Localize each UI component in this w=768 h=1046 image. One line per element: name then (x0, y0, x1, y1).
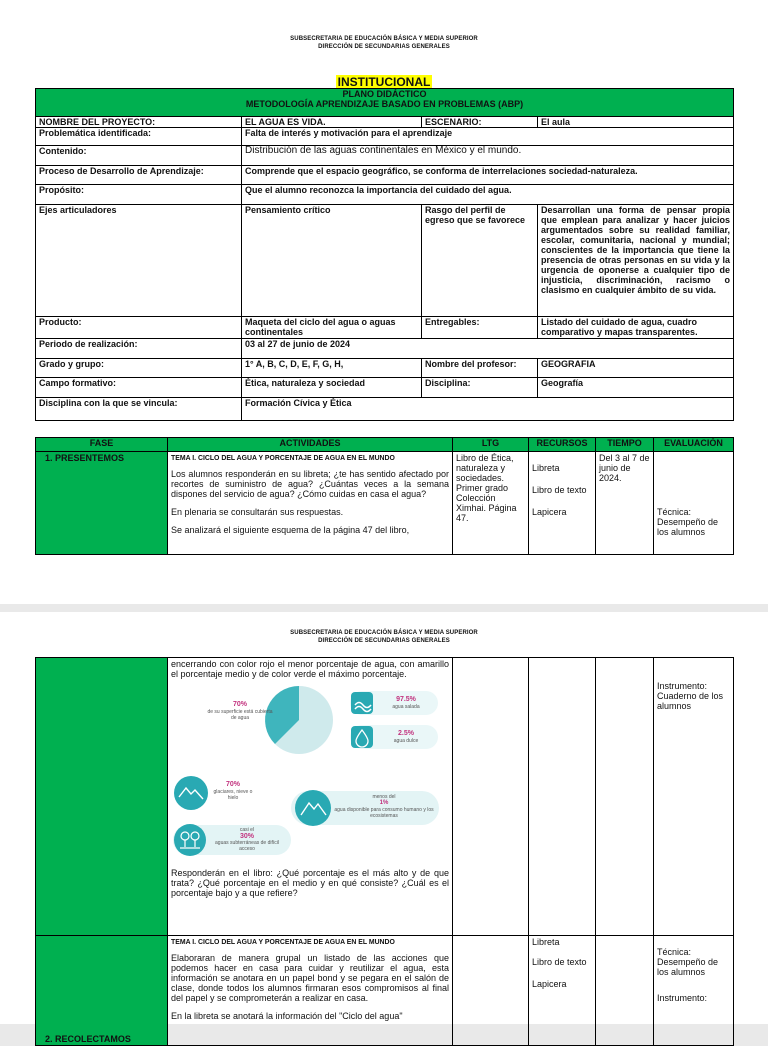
phase-1-evaluation (654, 452, 734, 555)
phase-2-resource-2: Libro de texto (532, 957, 587, 967)
institucional-label: INSTITUCIONAL (337, 75, 431, 89)
grado-label: Grado y grupo: (36, 359, 242, 378)
phases-table (35, 437, 734, 555)
producto-value: Maqueta del ciclo del agua o aguas continentales (242, 317, 422, 339)
phase-1-resource-2: Libro de texto (532, 485, 587, 495)
campo-label: Campo formativo: (36, 378, 242, 398)
phase-1-evaluation-continued (654, 658, 734, 936)
header-line-2: DIRECCIÓN DE SECUNDARIAS GENERALES (318, 44, 450, 50)
phase-1-resources (529, 452, 596, 555)
disciplina-label: Disciplina: (422, 378, 538, 398)
water-infographic (171, 685, 443, 860)
glacier-percent: 70% (225, 781, 240, 788)
vincula-value: Formación Cívica y Ética (242, 398, 734, 421)
contenido-label: Contenido: (36, 146, 242, 166)
problematica-label: Problemática identificada: (36, 128, 242, 146)
phase-1-paragraph-cont: encerrando con color rojo el menor porcentaje de agua, con amarillo el porcentaje medio y de color verde el máximo porcentaje. (171, 659, 449, 679)
plan-title-2: METODOLOGÍA APRENDIZAJE BASADO EN PROBLEMAS (ABP) (245, 99, 524, 109)
rasgo-label: Rasgo del perfil de egreso que se favorece (422, 205, 538, 317)
surface-stat (205, 701, 275, 721)
phase-1-resource-1: Libreta (532, 463, 560, 473)
entregables-value: Listado del cuidado de agua, cuadro comparativo y mapas transparentes. (538, 317, 734, 339)
pda-label: Proceso de Desarrollo de Aprendizaje: (36, 166, 242, 185)
phase-1-instrument: Instrumento: Cuaderno de los alumnos (657, 681, 724, 711)
phase-1-ltg-continued (453, 658, 529, 936)
phase-1-tema: TEMA I. CICLO DEL AGUA Y PORCENTAJE DE AGUA EN EL MUNDO (171, 453, 395, 462)
header-evaluacion: EVALUACIÓN (654, 438, 734, 452)
groundwater-percent: 30% (239, 833, 254, 840)
campo-value: Ética, naturaleza y sociedad (242, 378, 422, 398)
phase-2-time (596, 936, 654, 1046)
ejes-value: Pensamiento crítico (242, 205, 422, 317)
escenario-value: El aula (538, 117, 734, 128)
salt-water-percent: 97.5% (396, 696, 416, 703)
phase-1-paragraph-3: Se analizará el siguiente esquema de la página 47 del libro, (171, 525, 410, 535)
plan-title-1: PLANO DIDÁCTICO (342, 89, 427, 99)
header-tiempo: TIEMPO (596, 438, 654, 452)
pie-chart (265, 686, 333, 754)
header-line-1: SUBSECRETARIA DE EDUCACIÓN BÁSICA Y MEDIA SUPERIOR (290, 36, 478, 42)
surface-text: de su superficie está cubierta de agua (207, 709, 273, 721)
nombre-label: NOMBRE DEL PROYECTO: (36, 117, 242, 128)
vincula-label: Disciplina con la que se vincula: (36, 398, 242, 421)
phase-1-name: 1. PRESENTEMOS (45, 453, 125, 463)
surface-percent: 70% (232, 701, 247, 708)
phase-2-technique: Técnica: Desempeño de los alumnos (657, 947, 719, 977)
disciplina-value: Geografía (538, 378, 734, 398)
available-percent: 1% (379, 800, 389, 806)
phase-2-evaluation (654, 936, 734, 1046)
phase-1-activities (168, 452, 453, 555)
phase-2-paragraph-2: En la libreta se anotará la información del "Ciclo del agua" (171, 1011, 403, 1021)
header-ltg: LTG (453, 438, 529, 452)
available-pre: menos del (372, 794, 396, 800)
phase-1-ltg: Libro de Ética, naturaleza y sociedades. Primer grado Colección Ximhai. Página 47. (453, 452, 529, 555)
phase-2-name: 2. RECOLECTAMOS (45, 1034, 131, 1044)
producto-label: Producto: (36, 317, 242, 339)
glacier-text: glaciares, nieve o hielo (213, 789, 253, 801)
groundwater-text: aguas subterráneas de difícil acceso (215, 840, 279, 852)
phase-2-tema: TEMA I. CICLO DEL AGUA Y PORCENTAJE DE AGUA EN EL MUNDO (171, 937, 395, 946)
available-stat (333, 794, 435, 819)
phase-1-time: Del 3 al 7 de junio de 2024. (596, 452, 654, 555)
proposito-value: Que el alumno reconozca la importancia del cuidado del agua. (242, 185, 734, 205)
phase-2-paragraph-1: Elaboraran de manera grupal un listado de las acciones que podemos hacer en casa para cuidar y reutilizar el agua, esta información se anotara en un papel bond y se pegara en el salón de clase, donde todos los alumnos firmaran esos compromisos al final del papel y se comprometerán a realizar en casa. (171, 953, 449, 1003)
fresh-water-percent: 2.5% (398, 730, 414, 737)
groundwater-pre: casi el (239, 827, 255, 833)
phase-1-technique: Técnica: Desempeño de los alumnos (657, 507, 719, 537)
available-text: agua disponible para consumo humano y los ecosistemas (334, 807, 434, 819)
entregables-label: Entregables: (422, 317, 538, 339)
periodo-label: Periodo de realización: (36, 339, 242, 359)
grado-value: 1° A, B, C, D, E, F, G, H, (242, 359, 422, 378)
salt-water-text: agua salada (392, 704, 420, 710)
proposito-label: Propósito: (36, 185, 242, 205)
rasgo-value: Desarrollan una forma de pensar propia que emplean para analizar y hacer juicios argumentados sobre su realidad familiar, escolar, comunitaria, nacional y mundial; conscientes de la importancia que tiene la presencia de otras personas en su vida y la urgencia de oponerse a cualquier tipo de injusticia, discriminación, racismo o clasismo en cualquier ámbito de su vida. (538, 205, 734, 317)
problematica-value: Falta de interés y motivación para el aprendizaje (242, 128, 734, 146)
header-line-1: SUBSECRETARIA DE EDUCACIÓN BÁSICA Y MEDIA SUPERIOR (290, 630, 478, 636)
document-page-2 (0, 612, 768, 1044)
profesor-label: Nombre del profesor: (422, 359, 538, 378)
header-fase: FASE (36, 438, 168, 452)
phase-2-activities (168, 936, 453, 1046)
escenario-label: ESCENARIO: (422, 117, 538, 128)
page-header-2 (0, 629, 768, 645)
pda-value: Comprende que el espacio geográfico, se conforma de interrelaciones sociedad-naturaleza. (242, 166, 734, 185)
phase-1-paragraph-2: En plenaria se consultarán sus respuestas. (171, 507, 344, 517)
salt-water-stat (381, 696, 431, 710)
phase-1-questions: Responderán en el libro: ¿Qué porcentaje es el más alto y de que trata? ¿Qué porcentaje en el medio y en qué consiste? ¿Cuál es el porcentaje bajo y a que refiere? (171, 868, 449, 898)
nombre-value: EL AGUA ES VIDA. (242, 117, 422, 128)
phase-2-resource-1: Libreta (532, 937, 560, 947)
phase-1-cell (36, 452, 168, 555)
phase-1-resources-continued (529, 658, 596, 936)
tree-icon (174, 824, 206, 856)
phase-2-resource-3: Lapicera (532, 979, 567, 989)
profesor-value: GEOGRAFIA (538, 359, 734, 378)
plan-title-cell (36, 89, 734, 117)
phase-1-time-continued (596, 658, 654, 936)
phase-2-ltg (453, 936, 529, 1046)
phase-2-cell (36, 936, 168, 1046)
fresh-water-stat (381, 730, 431, 744)
phases-table-continued (35, 657, 734, 1046)
header-recursos: RECURSOS (529, 438, 596, 452)
ejes-label: Ejes articuladores (36, 205, 242, 317)
header-actividades: ACTIVIDADES (168, 438, 453, 452)
groundwater-stat (209, 827, 285, 852)
phase-2-resources (529, 936, 596, 1046)
plan-table (35, 88, 734, 421)
phase-1-resource-3: Lapicera (532, 507, 567, 517)
phase-2-instrument: Instrumento: (657, 993, 708, 1003)
header-line-2: DIRECCIÓN DE SECUNDARIAS GENERALES (318, 638, 450, 644)
page-header (0, 35, 768, 51)
contenido-value: Distribución de las aguas continentales en México y el mundo. (242, 146, 734, 166)
phase-1-activities-continued (168, 658, 453, 936)
fresh-water-text: agua dulce (393, 738, 419, 744)
phase-1-paragraph-1: Los alumnos responderán en su libreta; ¿te has sentido afectado por recortes de suministro de agua? ¿Cuántas veces a la semana dispones del servicio de agua? ¿Cómo cuidas en casa el agua? (171, 469, 449, 499)
periodo-value: 03 al 27 de junio de 2024 (242, 339, 734, 359)
phase-1-cell-continued (36, 658, 168, 936)
glacier-stat (211, 781, 255, 801)
